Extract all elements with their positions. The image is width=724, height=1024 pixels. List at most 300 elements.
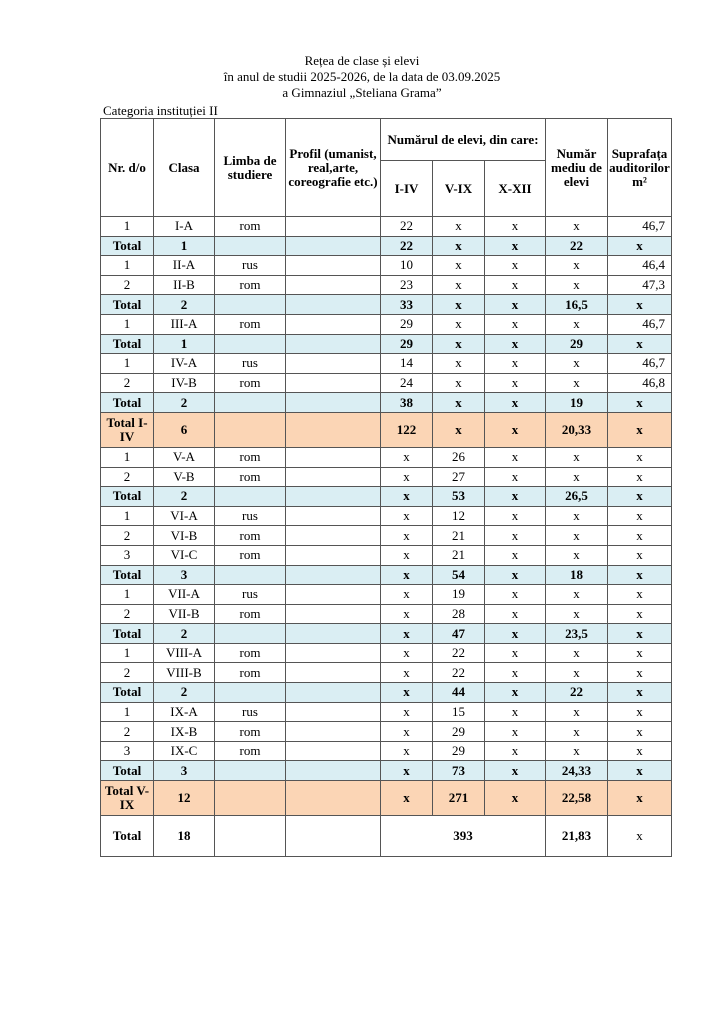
- cell-x-xii: x: [485, 722, 546, 742]
- cell-nr: 1: [101, 217, 154, 237]
- classes-table: [100, 118, 672, 857]
- cell-i-iv: x: [381, 624, 433, 644]
- cell-i-iv: x: [381, 467, 433, 487]
- cell-clasa: IV-B: [154, 373, 215, 393]
- cell-nr: Total: [101, 624, 154, 644]
- cell-nr: 2: [101, 722, 154, 742]
- cell-nr: Total: [101, 761, 154, 781]
- table-row: [101, 217, 672, 237]
- cell-mediu: 22: [546, 683, 608, 703]
- table-row: [101, 741, 672, 761]
- cell-profil: [286, 393, 381, 413]
- cell-clasa: IX-A: [154, 702, 215, 722]
- cell-clasa: V-A: [154, 447, 215, 467]
- table-row: [101, 314, 672, 334]
- cell-mediu: 29: [546, 334, 608, 354]
- cell-limba: [215, 295, 286, 315]
- header-v-ix: V-IX: [433, 161, 485, 217]
- cell-profil: [286, 412, 381, 447]
- cell-x-xii: x: [485, 236, 546, 256]
- cell-profil: [286, 781, 381, 816]
- cell-clasa: 2: [154, 487, 215, 507]
- cell-mediu: x: [546, 256, 608, 276]
- cell-limba: [215, 565, 286, 585]
- cell-i-iv: x: [381, 702, 433, 722]
- cell-limba: rom: [215, 545, 286, 565]
- cell-i-iv: x: [381, 741, 433, 761]
- cell-v-ix: 53: [433, 487, 485, 507]
- cell-v-ix: 28: [433, 604, 485, 624]
- cell-mediu: x: [546, 447, 608, 467]
- cell-nr: 1: [101, 447, 154, 467]
- cell-x-xii: x: [485, 663, 546, 683]
- cell-limba: rom: [215, 217, 286, 237]
- table-row: [101, 722, 672, 742]
- cell-mediu: x: [546, 643, 608, 663]
- cell-mediu: 26,5: [546, 487, 608, 507]
- cell-x-xii: x: [485, 526, 546, 546]
- cell-profil: [286, 761, 381, 781]
- cell-profil: [286, 467, 381, 487]
- cell-x-xii: x: [485, 506, 546, 526]
- cell-v-ix: 19: [433, 585, 485, 605]
- cell-mediu: x: [546, 545, 608, 565]
- cell-suprafata: x: [608, 295, 672, 315]
- cell-i-iv: x: [381, 683, 433, 703]
- cell-limba: rom: [215, 604, 286, 624]
- cell-clasa: IX-B: [154, 722, 215, 742]
- cell-profil: [286, 624, 381, 644]
- cell-clasa: VII-A: [154, 585, 215, 605]
- cell-x-xii: x: [485, 683, 546, 703]
- cell-clasa: 18: [154, 816, 215, 857]
- cell-nr: 1: [101, 585, 154, 605]
- cell-suprafata: x: [608, 236, 672, 256]
- cell-mediu: x: [546, 314, 608, 334]
- cell-nr: 1: [101, 314, 154, 334]
- cell-profil: [286, 295, 381, 315]
- cell-x-xii: x: [485, 487, 546, 507]
- cell-clasa: 3: [154, 761, 215, 781]
- table-row: [101, 585, 672, 605]
- cell-v-ix: x: [433, 393, 485, 413]
- cell-v-ix: 21: [433, 526, 485, 546]
- cell-nr: 2: [101, 467, 154, 487]
- cell-v-ix: 47: [433, 624, 485, 644]
- cell-x-xii: x: [485, 741, 546, 761]
- cell-clasa: 2: [154, 295, 215, 315]
- table-row: [101, 467, 672, 487]
- cell-x-xii: x: [485, 256, 546, 276]
- cell-nr: 1: [101, 506, 154, 526]
- cell-mediu: 22,58: [546, 781, 608, 816]
- cell-nr: 2: [101, 373, 154, 393]
- cell-profil: [286, 314, 381, 334]
- cell-v-ix: 29: [433, 741, 485, 761]
- cell-mediu: x: [546, 467, 608, 487]
- cell-suprafata: x: [608, 334, 672, 354]
- grand-total-row: [101, 412, 672, 447]
- cell-profil: [286, 334, 381, 354]
- subtotal-row: [101, 334, 672, 354]
- cell-clasa: III-A: [154, 314, 215, 334]
- cell-clasa: V-B: [154, 467, 215, 487]
- cell-limba: rom: [215, 741, 286, 761]
- cell-profil: [286, 604, 381, 624]
- cell-v-ix: 29: [433, 722, 485, 742]
- cell-mediu: 18: [546, 565, 608, 585]
- cell-i-iv: 14: [381, 354, 433, 374]
- table-row: [101, 275, 672, 295]
- cell-suprafata: x: [608, 663, 672, 683]
- subtotal-row: [101, 565, 672, 585]
- subtotal-row: [101, 236, 672, 256]
- cell-i-iv: x: [381, 781, 433, 816]
- cell-clasa: 2: [154, 624, 215, 644]
- table-row: [101, 663, 672, 683]
- cell-suprafata: 46,7: [608, 354, 672, 374]
- cell-profil: [286, 526, 381, 546]
- cell-clasa: 6: [154, 412, 215, 447]
- cell-mediu: x: [546, 741, 608, 761]
- header-numar-elevi: Numărul de elevi, din care:: [381, 119, 546, 161]
- cell-i-iv: x: [381, 545, 433, 565]
- cell-clasa: VIII-A: [154, 643, 215, 663]
- cell-profil: [286, 256, 381, 276]
- cell-limba: [215, 487, 286, 507]
- cell-i-iv: 22: [381, 236, 433, 256]
- cell-nr: 2: [101, 604, 154, 624]
- cell-x-xii: x: [485, 275, 546, 295]
- cell-i-iv: 38: [381, 393, 433, 413]
- cell-limba: rom: [215, 663, 286, 683]
- cell-mediu: x: [546, 275, 608, 295]
- table-row: [101, 506, 672, 526]
- header-nr: Nr. d/o: [101, 119, 154, 217]
- cell-x-xii: x: [485, 373, 546, 393]
- cell-limba: [215, 683, 286, 703]
- cell-limba: [215, 334, 286, 354]
- cell-nr: 1: [101, 256, 154, 276]
- header-suprafata: Suprafața auditorilor m²: [608, 119, 672, 217]
- cell-limba: rom: [215, 447, 286, 467]
- cell-x-xii: x: [485, 781, 546, 816]
- cell-nr: Total V-IX: [101, 781, 154, 816]
- cell-v-ix: x: [433, 256, 485, 276]
- cell-v-ix: x: [433, 412, 485, 447]
- cell-limba: rom: [215, 275, 286, 295]
- cell-limba: [215, 816, 286, 857]
- header-i-iv: I-IV: [381, 161, 433, 217]
- cell-limba: rus: [215, 354, 286, 374]
- cell-mediu: 21,83: [546, 816, 608, 857]
- cell-suprafata: x: [608, 447, 672, 467]
- cell-i-iv: 29: [381, 314, 433, 334]
- cell-clasa: VII-B: [154, 604, 215, 624]
- cell-limba: [215, 781, 286, 816]
- cell-x-xii: x: [485, 643, 546, 663]
- cell-v-ix: x: [433, 373, 485, 393]
- cell-suprafata: x: [608, 526, 672, 546]
- cell-i-iv: 29: [381, 334, 433, 354]
- cell-limba: rom: [215, 643, 286, 663]
- cell-nr: Total: [101, 295, 154, 315]
- cell-limba: rus: [215, 702, 286, 722]
- cell-profil: [286, 741, 381, 761]
- cell-limba: [215, 393, 286, 413]
- cell-profil: [286, 816, 381, 857]
- cell-nr: 1: [101, 702, 154, 722]
- cell-suprafata: x: [608, 506, 672, 526]
- cell-x-xii: x: [485, 545, 546, 565]
- cell-nr: Total: [101, 487, 154, 507]
- cell-clasa: 3: [154, 565, 215, 585]
- header-x-xii: X-XII: [485, 161, 546, 217]
- cell-i-iv: x: [381, 487, 433, 507]
- cell-suprafata: x: [608, 741, 672, 761]
- cell-suprafata: 46,7: [608, 314, 672, 334]
- cell-suprafata: 46,7: [608, 217, 672, 237]
- cell-profil: [286, 683, 381, 703]
- cell-clasa: VI-A: [154, 506, 215, 526]
- cell-suprafata: x: [608, 487, 672, 507]
- cell-v-ix: 22: [433, 663, 485, 683]
- cell-x-xii: x: [485, 467, 546, 487]
- table-row: [101, 526, 672, 546]
- subtotal-row: [101, 683, 672, 703]
- cell-v-ix: 21: [433, 545, 485, 565]
- cell-i-iv: x: [381, 565, 433, 585]
- table-row: [101, 447, 672, 467]
- cell-profil: [286, 545, 381, 565]
- subtotal-row: [101, 393, 672, 413]
- cell-clasa: II-B: [154, 275, 215, 295]
- cell-mediu: 24,33: [546, 761, 608, 781]
- cell-clasa: VIII-B: [154, 663, 215, 683]
- cell-x-xii: x: [485, 447, 546, 467]
- table-row: [101, 604, 672, 624]
- cell-limba: rus: [215, 506, 286, 526]
- cell-x-xii: x: [485, 565, 546, 585]
- cell-profil: [286, 585, 381, 605]
- cell-v-ix: x: [433, 217, 485, 237]
- cell-nr: 2: [101, 526, 154, 546]
- cell-profil: [286, 236, 381, 256]
- cell-nr: Total: [101, 393, 154, 413]
- cell-suprafata: 46,4: [608, 256, 672, 276]
- cell-nr: 3: [101, 545, 154, 565]
- cell-x-xii: x: [485, 604, 546, 624]
- cell-mediu: x: [546, 585, 608, 605]
- cell-mediu: 22: [546, 236, 608, 256]
- cell-suprafata: x: [608, 585, 672, 605]
- cell-x-xii: x: [485, 624, 546, 644]
- cell-nr: Total: [101, 816, 154, 857]
- cell-v-ix: 26: [433, 447, 485, 467]
- header-numar-mediu: Număr mediu de elevi: [546, 119, 608, 217]
- cell-mediu: x: [546, 604, 608, 624]
- cell-profil: [286, 217, 381, 237]
- cell-x-xii: x: [485, 702, 546, 722]
- cell-i-iv: 23: [381, 275, 433, 295]
- header-limba: Limba de studiere: [215, 119, 286, 217]
- cell-clasa: 2: [154, 683, 215, 703]
- cell-limba: rus: [215, 256, 286, 276]
- table-row: [101, 354, 672, 374]
- cell-profil: [286, 506, 381, 526]
- cell-suprafata: x: [608, 816, 672, 857]
- cell-mediu: 20,33: [546, 412, 608, 447]
- final-total-row: [101, 816, 672, 857]
- grand-total-row: [101, 781, 672, 816]
- cell-x-xii: x: [485, 585, 546, 605]
- cell-profil: [286, 722, 381, 742]
- cell-suprafata: x: [608, 761, 672, 781]
- cell-limba: [215, 624, 286, 644]
- cell-limba: rom: [215, 314, 286, 334]
- cell-i-iv: 24: [381, 373, 433, 393]
- cell-x-xii: x: [485, 393, 546, 413]
- cell-profil: [286, 447, 381, 467]
- cell-clasa: 12: [154, 781, 215, 816]
- doc-title-line1: Rețea de clase și elevi: [304, 53, 420, 68]
- cell-limba: [215, 761, 286, 781]
- cell-v-ix: 44: [433, 683, 485, 703]
- cell-nr: 1: [101, 354, 154, 374]
- subtotal-row: [101, 487, 672, 507]
- cell-v-ix: 27: [433, 467, 485, 487]
- cell-x-xii: x: [485, 217, 546, 237]
- cell-suprafata: x: [608, 702, 672, 722]
- cell-v-ix: x: [433, 236, 485, 256]
- cell-v-ix: x: [433, 314, 485, 334]
- subtotal-row: [101, 295, 672, 315]
- cell-i-iv: x: [381, 585, 433, 605]
- cell-i-iv: x: [381, 447, 433, 467]
- table-row: [101, 545, 672, 565]
- cell-profil: [286, 663, 381, 683]
- table-row: [101, 256, 672, 276]
- cell-i-iv: 22: [381, 217, 433, 237]
- cell-clasa: II-A: [154, 256, 215, 276]
- cell-x-xii: x: [485, 354, 546, 374]
- cell-limba: rom: [215, 373, 286, 393]
- cell-limba: [215, 412, 286, 447]
- cell-i-iv: x: [381, 526, 433, 546]
- cell-suprafata: x: [608, 545, 672, 565]
- cell-v-ix: x: [433, 275, 485, 295]
- cell-suprafata: 46,8: [608, 373, 672, 393]
- cell-mediu: x: [546, 722, 608, 742]
- cell-suprafata: x: [608, 643, 672, 663]
- subtotal-row: [101, 624, 672, 644]
- institution-category: Categoria instituției II: [103, 103, 218, 118]
- cell-nr: Total: [101, 236, 154, 256]
- cell-limba: rus: [215, 585, 286, 605]
- cell-mediu: x: [546, 526, 608, 546]
- cell-suprafata: x: [608, 604, 672, 624]
- table-row: [101, 373, 672, 393]
- cell-mediu: x: [546, 702, 608, 722]
- cell-mediu: 23,5: [546, 624, 608, 644]
- cell-suprafata: x: [608, 624, 672, 644]
- cell-i-iv: x: [381, 663, 433, 683]
- header-clasa: Clasa: [154, 119, 215, 217]
- cell-v-ix: 271: [433, 781, 485, 816]
- cell-nr: 1: [101, 643, 154, 663]
- cell-mediu: 19: [546, 393, 608, 413]
- cell-v-ix: x: [433, 295, 485, 315]
- doc-title-line2: în anul de studii 2025-2026, de la data de 03.09.2025: [223, 69, 501, 84]
- table-row: [101, 702, 672, 722]
- cell-limba: rom: [215, 467, 286, 487]
- doc-title-line3: a Gimnaziul „Steliana Grama”: [282, 85, 442, 100]
- cell-x-xii: x: [485, 334, 546, 354]
- cell-mediu: x: [546, 217, 608, 237]
- cell-clasa: VI-B: [154, 526, 215, 546]
- cell-profil: [286, 643, 381, 663]
- cell-i-iv: 10: [381, 256, 433, 276]
- cell-suprafata: x: [608, 683, 672, 703]
- cell-profil: [286, 702, 381, 722]
- cell-x-xii: x: [485, 412, 546, 447]
- cell-profil: [286, 373, 381, 393]
- cell-clasa: VI-C: [154, 545, 215, 565]
- cell-limba: [215, 236, 286, 256]
- cell-limba: rom: [215, 526, 286, 546]
- table-row: [101, 643, 672, 663]
- cell-v-ix: x: [433, 354, 485, 374]
- cell-suprafata: x: [608, 467, 672, 487]
- cell-v-ix: 12: [433, 506, 485, 526]
- cell-clasa: IX-C: [154, 741, 215, 761]
- subtotal-row: [101, 761, 672, 781]
- cell-limba: rom: [215, 722, 286, 742]
- cell-nr: Total: [101, 565, 154, 585]
- header-profil: Profil (umanist, real,arte, coreografie etc.): [286, 119, 381, 217]
- cell-i-iv: x: [381, 761, 433, 781]
- cell-i-iv: x: [381, 643, 433, 663]
- cell-suprafata: x: [608, 412, 672, 447]
- cell-clasa: IV-A: [154, 354, 215, 374]
- cell-clasa: 1: [154, 334, 215, 354]
- cell-i-iv: x: [381, 722, 433, 742]
- table-body: [101, 217, 672, 816]
- cell-profil: [286, 565, 381, 585]
- cell-profil: [286, 275, 381, 295]
- cell-nr: Total: [101, 683, 154, 703]
- cell-suprafata: x: [608, 393, 672, 413]
- cell-x-xii: x: [485, 295, 546, 315]
- cell-nr: Total: [101, 334, 154, 354]
- cell-suprafata: x: [608, 565, 672, 585]
- cell-i-iv: 122: [381, 412, 433, 447]
- cell-mediu: x: [546, 506, 608, 526]
- cell-v-ix: 22: [433, 643, 485, 663]
- cell-mediu: x: [546, 663, 608, 683]
- cell-v-ix: 54: [433, 565, 485, 585]
- cell-clasa: 2: [154, 393, 215, 413]
- cell-nr: Total I-IV: [101, 412, 154, 447]
- cell-i-iv: 33: [381, 295, 433, 315]
- cell-mediu: 16,5: [546, 295, 608, 315]
- cell-v-ix: x: [433, 334, 485, 354]
- cell-profil: [286, 354, 381, 374]
- cell-i-iv: x: [381, 604, 433, 624]
- cell-suprafata: x: [608, 781, 672, 816]
- cell-v-ix: 15: [433, 702, 485, 722]
- cell-clasa: I-A: [154, 217, 215, 237]
